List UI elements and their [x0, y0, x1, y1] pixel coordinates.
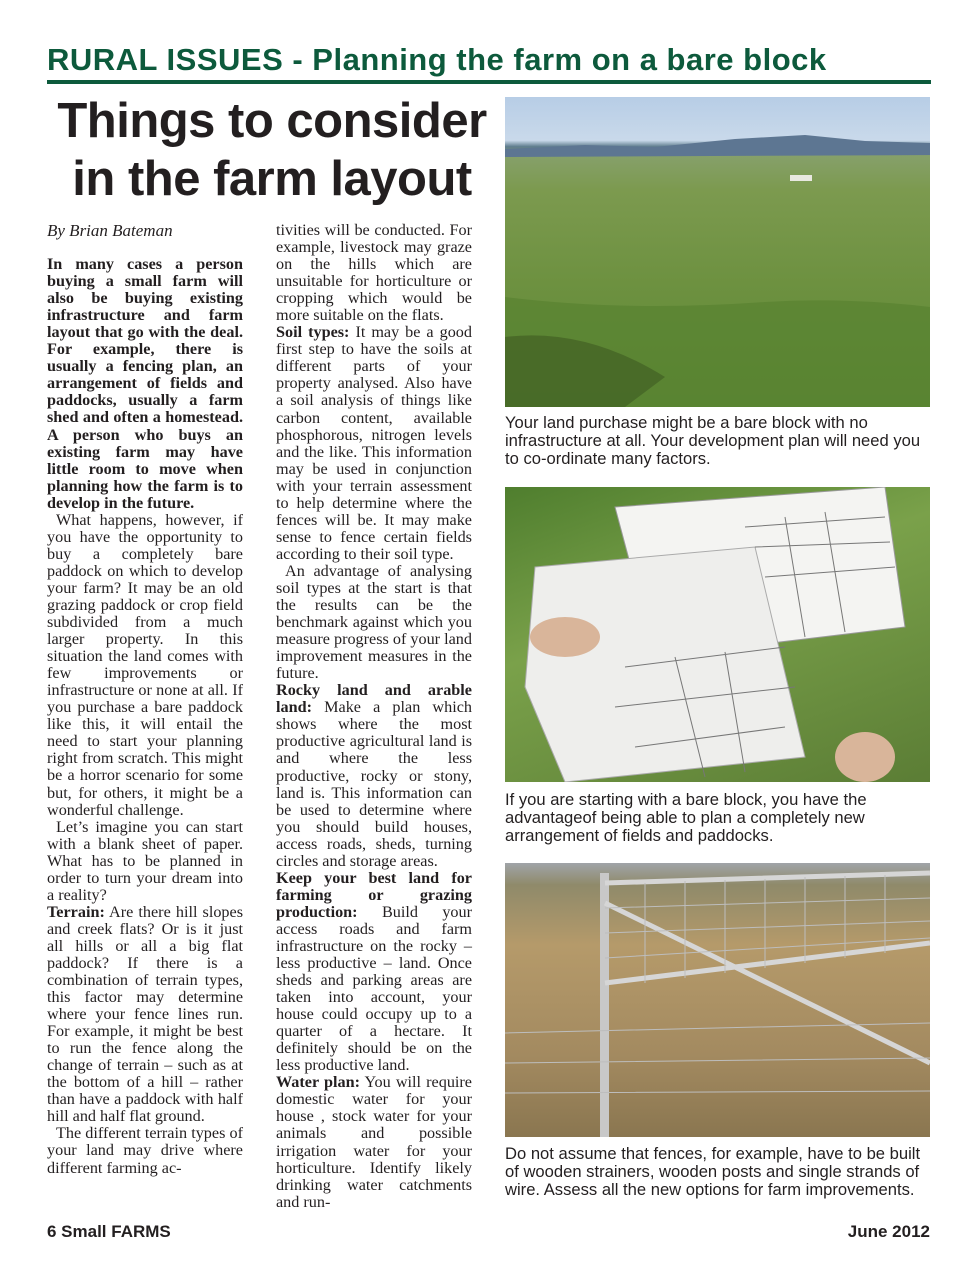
- page-folio: 6 Small FARMS: [47, 1222, 171, 1241]
- paragraph-text: Are there hill slopes and creek flats? Or is it just all hills or all a big flat paddock? If there is a combination of terrain types, this factor may determine where your fence lines run. For example, it might be best to run the fence along the change of terrain – such as at the bottom of a hill – rather than have a paddock with half hill and half flat ground.: [47, 902, 243, 1126]
- paragraph: [276, 563, 472, 682]
- paragraph-text: In many cases a person buying a small farm will also be buying existing infrastructure and farm layout that go with the deal. For example, there is usually a fencing plan, an arrangement of fields and paddocks, usually a farm shed and often a homestead. A person who buys an existing farm may have little room to move when planning how the farm is to develop in the future.: [47, 255, 243, 512]
- photo-caption: Do not assume that fences, for example, have to be built of wooden strainers, wooden posts and single strands of wire. Assess all the new options for farm improvements.: [505, 1144, 921, 1199]
- photo-steel-gate: [505, 863, 930, 1137]
- paragraph-text: Build your access roads and farm infrastructure on the rocky – less productive – land. Once sheds and parking areas are taken into account, your house could occupy up to a quarter of a hectare. It definitely should be on the less productive land.: [276, 902, 472, 1075]
- subhead: Soil types:: [276, 323, 350, 342]
- paragraph: [47, 1125, 243, 1176]
- subhead: Rocky land and arable land:: [276, 681, 472, 717]
- photo-caption: If you are starting with a bare block, you have the advantageof being able to plan a completely new arrangement of fields and paddocks.: [505, 790, 867, 845]
- paragraph-terrain: [47, 904, 243, 1126]
- paragraph: [47, 819, 243, 904]
- paragraph: [47, 512, 243, 819]
- issue-date: June 2012: [847, 1222, 930, 1241]
- paragraph: [276, 222, 472, 324]
- byline: By Brian Bateman: [47, 221, 173, 240]
- subhead: Water plan:: [276, 1073, 360, 1092]
- kicker-rule: [47, 80, 931, 84]
- paragraph-rocky-land: [276, 682, 472, 870]
- paragraph-text: An advantage of analysing soil types at the start is that the results can be the benchmark against which you measure progress of your land improvement measures in the future.: [276, 561, 472, 683]
- paragraph-text: You will require domestic water for your house , stock water for your animals and possible irrigation water for your horticulture. Identify likely drinking water catchments and run-: [276, 1073, 472, 1211]
- paragraph-text: What happens, however, if you have the opportunity to buy a completely bare paddock on which to develop your farm? It may be an old grazing paddock or crop field subdivided from a much larger property. In this situation the land comes with few improvements or infrastructure or none at all. If you purchase a bare paddock like this, it will entail the need to start your planning right from scratch. This might be a horror scenario for some but, for others, it might be a wonderful challenge.: [47, 510, 243, 819]
- paragraph-text: Let’s imagine you can start with a blank sheet of paper. What has to be planned in order to turn your dream into a reality?: [47, 817, 243, 904]
- photo-bare-paddock: [505, 97, 930, 407]
- paragraph-text: It may be a good first step to have the soils at different parts of your property analysed. Also have a soil analysis of things like carbon content, available phosphorous, nitrogen levels and the like. This information may be used in conjunction with your terrain assessment to help determine where the fences will be. It may make sense to fence certain fields according to their soil type.: [276, 323, 472, 563]
- article-column-1: [47, 222, 243, 1177]
- paragraph-best-land: [276, 870, 472, 1075]
- intro-paragraph: [47, 256, 243, 512]
- paragraph-water-plan: [276, 1074, 472, 1210]
- subhead: Terrain:: [47, 902, 105, 921]
- article-column-2: [276, 222, 472, 1211]
- subhead: Keep your best land for farming or grazing production:: [276, 868, 472, 921]
- photo-caption: Your land purchase might be a bare block with no infrastructure at all. Your development plan will need you to co-ordinate many factors.: [505, 413, 921, 468]
- paragraph-text: Make a plan which shows where the most productive agricultural land is and where the less productive, rocky or stony, land is. This information can be used to determine where you should build houses, access roads, sheds, turning circles and storage areas.: [276, 698, 472, 870]
- paragraph-soil-types: [276, 324, 472, 563]
- farm-plan-illustration: [505, 487, 930, 782]
- article-headline: Things to consider in the farm layout: [57, 94, 487, 206]
- photo-farm-plans: [505, 487, 930, 782]
- section-kicker: RURAL ISSUES - Planning the farm on a bare block: [47, 42, 827, 77]
- paragraph-text: The different terrain types of your land may drive where different farming ac-: [47, 1124, 243, 1177]
- paragraph-text: tivities will be conducted. For example, livestock may graze on the hills which are unsuitable for horticulture or cropping which would be more suitable on the flats.: [276, 221, 472, 325]
- gate-illustration: [505, 863, 930, 1137]
- landscape-illustration: [505, 97, 930, 407]
